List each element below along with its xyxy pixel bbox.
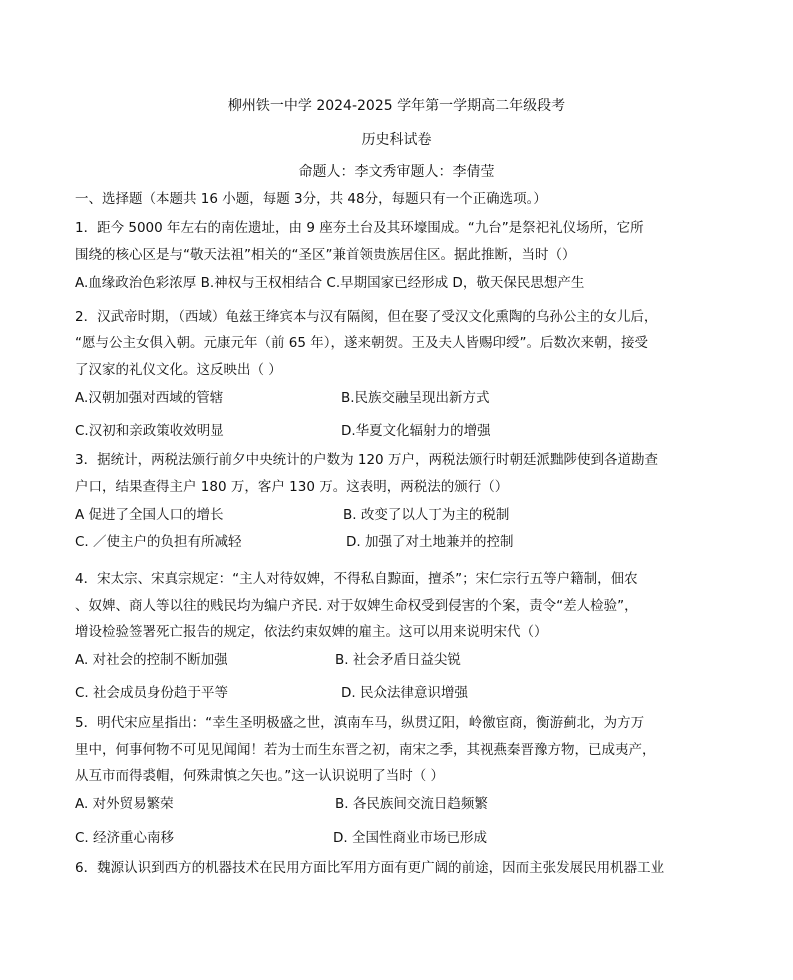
question-line: 、奴婢、商人等以往的贱民均为编户齐民. 对于奴婢生命权受到侵害的个案，责令“差人检验”， <box>75 598 638 614</box>
option-b: B. 改变了以人丁为主的税制 <box>343 507 510 523</box>
question-line: 4．宋太宗、宋真宗规定：“主人对待奴婢，不得私自黥面，擅杀”；宋仁宗行五等户籍制，佃农 <box>75 571 638 587</box>
section-heading: 一、选择题（本题共 16 小题，每题 3分，共 48分，每题只有一个正确选项。） <box>75 191 547 207</box>
question-line: 5．明代宋应星指出：“幸生圣明极盛之世，滇南车马，纵贯辽阳，岭徼宦商，衡游蓟北，为方万 <box>75 715 645 731</box>
option-d: D. 民众法律意识增强 <box>341 685 468 701</box>
option-d: D. 加强了对土地兼并的控制 <box>346 534 514 550</box>
question-line: 6．魏源认识到西方的机器技术在民用方面比军用方面有更广阔的前途，因而主张发展民用机器工业 <box>75 860 665 876</box>
question-line: 户口，结果查得主户 180 万，客户 130 万。这表明，两税法的颁行（） <box>75 479 509 495</box>
question-line: 从互市而得裘帽，何殊肃慎之矢也。”这一认识说明了当时（ ） <box>75 768 445 784</box>
question-line: 2．汉武帝时期，（西域）龟兹王绛宾本与汉有隔阂，但在娶了受汉文化熏陶的乌孙公主的女儿后， <box>75 309 658 325</box>
option-b: B. 社会矛盾日益尖锐 <box>335 652 461 668</box>
exam-authors: 命题人：李文秀审题人：李倩莹 <box>298 164 495 180</box>
option-a: A. 对外贸易繁荣 <box>75 796 174 812</box>
question-line: 围绕的核心区是与“敬天法祖”相关的“圣区”兼首领贵族居住区。据此推断，当时（） <box>75 247 576 263</box>
question-line: 3．据统计，两税法颁行前夕中央统计的户数为 120 万户，两税法颁行时朝廷派黜陟使到各道勘查 <box>75 452 658 468</box>
option-a: A 促进了全国人口的增长 <box>75 507 224 523</box>
exam-title: 柳州铁一中学 2024-2025 学年第一学期高二年级段考 <box>227 98 566 114</box>
option-a: A. 对社会的控制不断加强 <box>75 652 228 668</box>
option-d: D. 全国性商业市场已形成 <box>333 830 487 846</box>
option-d: D.华夏文化辐射力的增强 <box>341 423 491 439</box>
option-c: C. 经济重心南移 <box>75 830 175 846</box>
option-c: C.汉初和亲政策收效明显 <box>75 423 224 439</box>
option-a: A.汉朝加强对西域的管辖 <box>75 390 224 406</box>
option-c: C. ／使主户的负担有所减轻 <box>75 534 242 550</box>
option-c: C. 社会成员身份趋于平等 <box>75 685 229 701</box>
question-line: “愿与公主女俱入朝。元康元年（前 65 年），遂来朝贺。王及夫人皆赐印绶”。后数次来朝，接受 <box>75 335 648 351</box>
question-line: 增设检验签署死亡报告的规定，依法约束奴婢的雇主。这可以用来说明宋代（） <box>75 624 548 640</box>
exam-subject: 历史科试卷 <box>361 132 432 148</box>
option-b: B.民族交融呈现出新方式 <box>341 390 490 406</box>
options-line: A.血缘政治色彩浓厚 B.神权与王权相结合 C.早期国家已经形成 D，敬天保民思想产生 <box>75 275 585 291</box>
question-line: 了汉家的礼仪文化。这反映出（ ） <box>75 362 282 378</box>
option-b: B. 各民族间交流日趋频繁 <box>335 796 488 812</box>
question-line: 里中，何事何物不可见见闻闻！若为士而生东晋之初，南宋之季，其视燕秦晋豫方物，已成夷产， <box>75 742 656 758</box>
question-line: 1．距今 5000 年左右的南佐遗址，由 9 座夯土台及其环壕围成。“九台”是祭祀礼仪场所，它所 <box>75 220 644 236</box>
